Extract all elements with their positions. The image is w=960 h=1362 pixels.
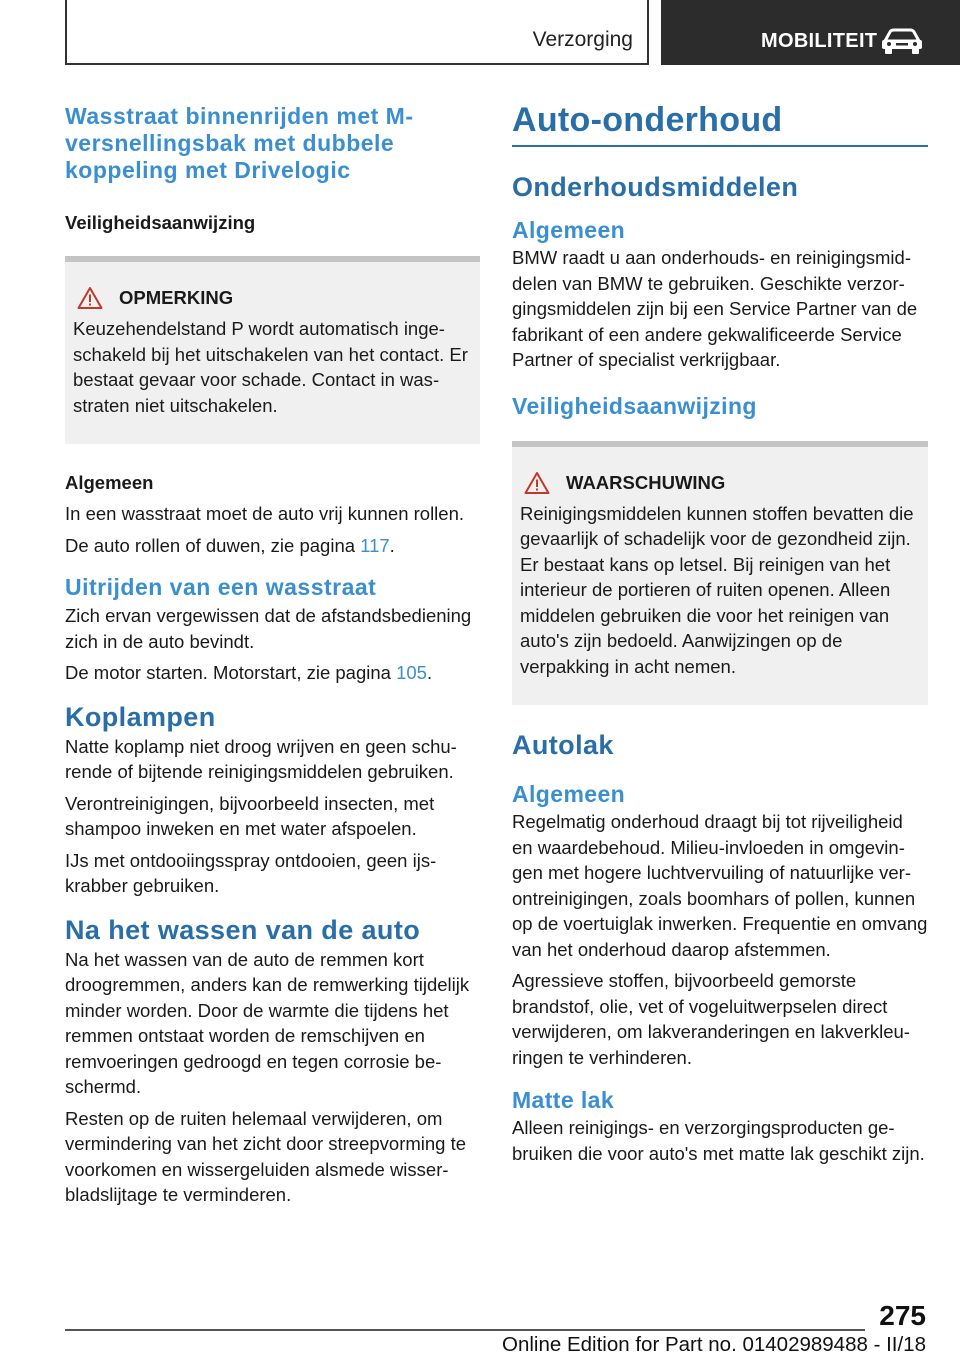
header-section-title: Verzorging (532, 28, 633, 51)
page-number: 275 (879, 1300, 926, 1331)
safety-heading: Veiligheidsaanwijzing (65, 212, 256, 233)
notice-label: OPMERKING (119, 287, 234, 308)
safety-heading-right: Veiligheidsaanwijzing (512, 392, 757, 419)
after-washing-paragraph-1: Na het wassen van de auto de remmen kort droogremmen, anders kan de remwerking tijdelijk minder worden. Door de warmte die tijdens het remmen ontstaat worden de remschijven en remvoeringen gedroogd en tegen corrosie beschermd. (65, 948, 470, 1097)
headlights-paragraph-2: Verontreinigingen, bijvoorbeeld insecten, met shampoo inweken en met water afspoelen. (65, 792, 435, 839)
car-care-title: Auto-onderhoud (512, 101, 783, 139)
general-heading-right: Algemeen (512, 217, 626, 243)
section-title-car-wash-entry: Wasstraat binnenrijden met M-versnellingsbak met dubbele koppeling met Drivelogic (65, 103, 414, 183)
notice-box (65, 256, 480, 444)
after-washing-heading: Na het wassen van de auto (65, 914, 421, 945)
after-washing-paragraph-2: Resten op de ruiten helemaal verwijderen, om vermindering van het zicht door streepvorming te voorkomen en wissergeluiden alsmede wisserbladslijtage te verminderen. (65, 1107, 467, 1205)
paintwork-paragraph-1: Regelmatig onderhoud draagt bij tot rijveiligheid en waardebehoud. Milieu-invloeden in omgevingen met hogere luchtvervuiling of natuurlijke verontreinigingen, zoals boomhars of pollen, kunnen op de voertuiglak inwerken. Frequentie en omvang van het onderhoud daarop afstemmen. (512, 811, 928, 960)
headlights-heading: Koplampen (65, 701, 216, 732)
warning-box (512, 441, 928, 706)
warning-text: Reinigingsmiddelen kunnen stoffen bevatten die gevaarlijk of schadelijk voor de gezondheid zijn. Er bestaat kans op letsel. Bij reinigen van het interieur de portieren of ruiten openen. Alleen middelen gebruiken die voor het reinigen van auto's zijn bedoeld. Aanwijzingen op de verpakking in acht nemen. (520, 502, 914, 677)
footer-divider (65, 1329, 865, 1331)
page-link-105[interactable]: 105 (396, 662, 427, 683)
left-column (65, 100, 480, 1208)
header-chapter-tab (661, 0, 960, 65)
car-icon (881, 28, 923, 54)
headlights-paragraph-1: Natte koplamp niet droog wrijven en geen schurende of bijtende reinigingsmiddelen gebruiken. (65, 735, 457, 782)
exit-paragraph-1: Zich ervan vergewissen dat de afstandsbediening zich in de auto bevindt. (65, 605, 472, 652)
warning-triangle-icon (77, 286, 103, 310)
footer-edition: Online Edition for Part no. 01402989488 - II/18 (502, 1333, 926, 1356)
warning-triangle-icon (524, 471, 550, 495)
care-products-heading: Onderhoudsmiddelen (512, 172, 799, 202)
paintwork-paragraph-2: Agressieve stoffen, bijvoorbeeld gemorste brandstof, olie, vet of vogeluitwerpselen direct verwijderen, om lakveranderingen en lakverkleuringen te verhinderen. (512, 970, 910, 1068)
warning-header (524, 471, 920, 495)
paintwork-heading: Autolak (512, 730, 614, 760)
header-chapter-title: MOBILITEIT (761, 30, 878, 52)
notice-text: Keuzehendelstand P wordt automatisch ingeschakeld bij het uitschakelen van het contact. Er bestaat gevaar voor schade. Contact in wasstraten niet uitschakelen. (73, 318, 468, 416)
header-section-tab (65, 0, 649, 65)
paintwork-general-heading: Algemeen (512, 781, 626, 807)
matte-paint-heading: Matte lak (512, 1087, 615, 1113)
headlights-paragraph-3: IJs met ontdooiingsspray ontdooien, geen ijskrabber gebruiken. (65, 849, 437, 896)
notice-header (77, 286, 472, 310)
matte-paint-paragraph: Alleen reinigings- en verzorgingsproducten gebruiken die voor auto's met matte lak geschikt zijn. (512, 1117, 925, 1164)
exit-car-wash-heading: Uitrijden van een wasstraat (65, 574, 377, 600)
title-divider (512, 145, 928, 147)
general-paragraph-1: In een wasstraat moet de auto vrij kunnen rollen. (65, 503, 465, 524)
general-heading: Algemeen (65, 472, 154, 493)
general-paragraph-2: De auto rollen of duwen, zie pagina 117. (65, 534, 395, 556)
right-column (512, 100, 928, 1166)
care-products-paragraph: BMW raadt u aan onderhouds- en reinigingsmiddelen van BMW te gebruiken. Geschikte verzorgingsmiddelen zijn bij een Service Partner van de fabrikant of een andere gekwalificeerde Service Partner of specialist verkrijgbaar. (512, 247, 918, 370)
exit-paragraph-2: De motor starten. Motorstart, zie pagina 105. (65, 662, 433, 683)
warning-label: WAARSCHUWING (566, 471, 726, 493)
page-link-117[interactable]: 117 (360, 534, 390, 556)
